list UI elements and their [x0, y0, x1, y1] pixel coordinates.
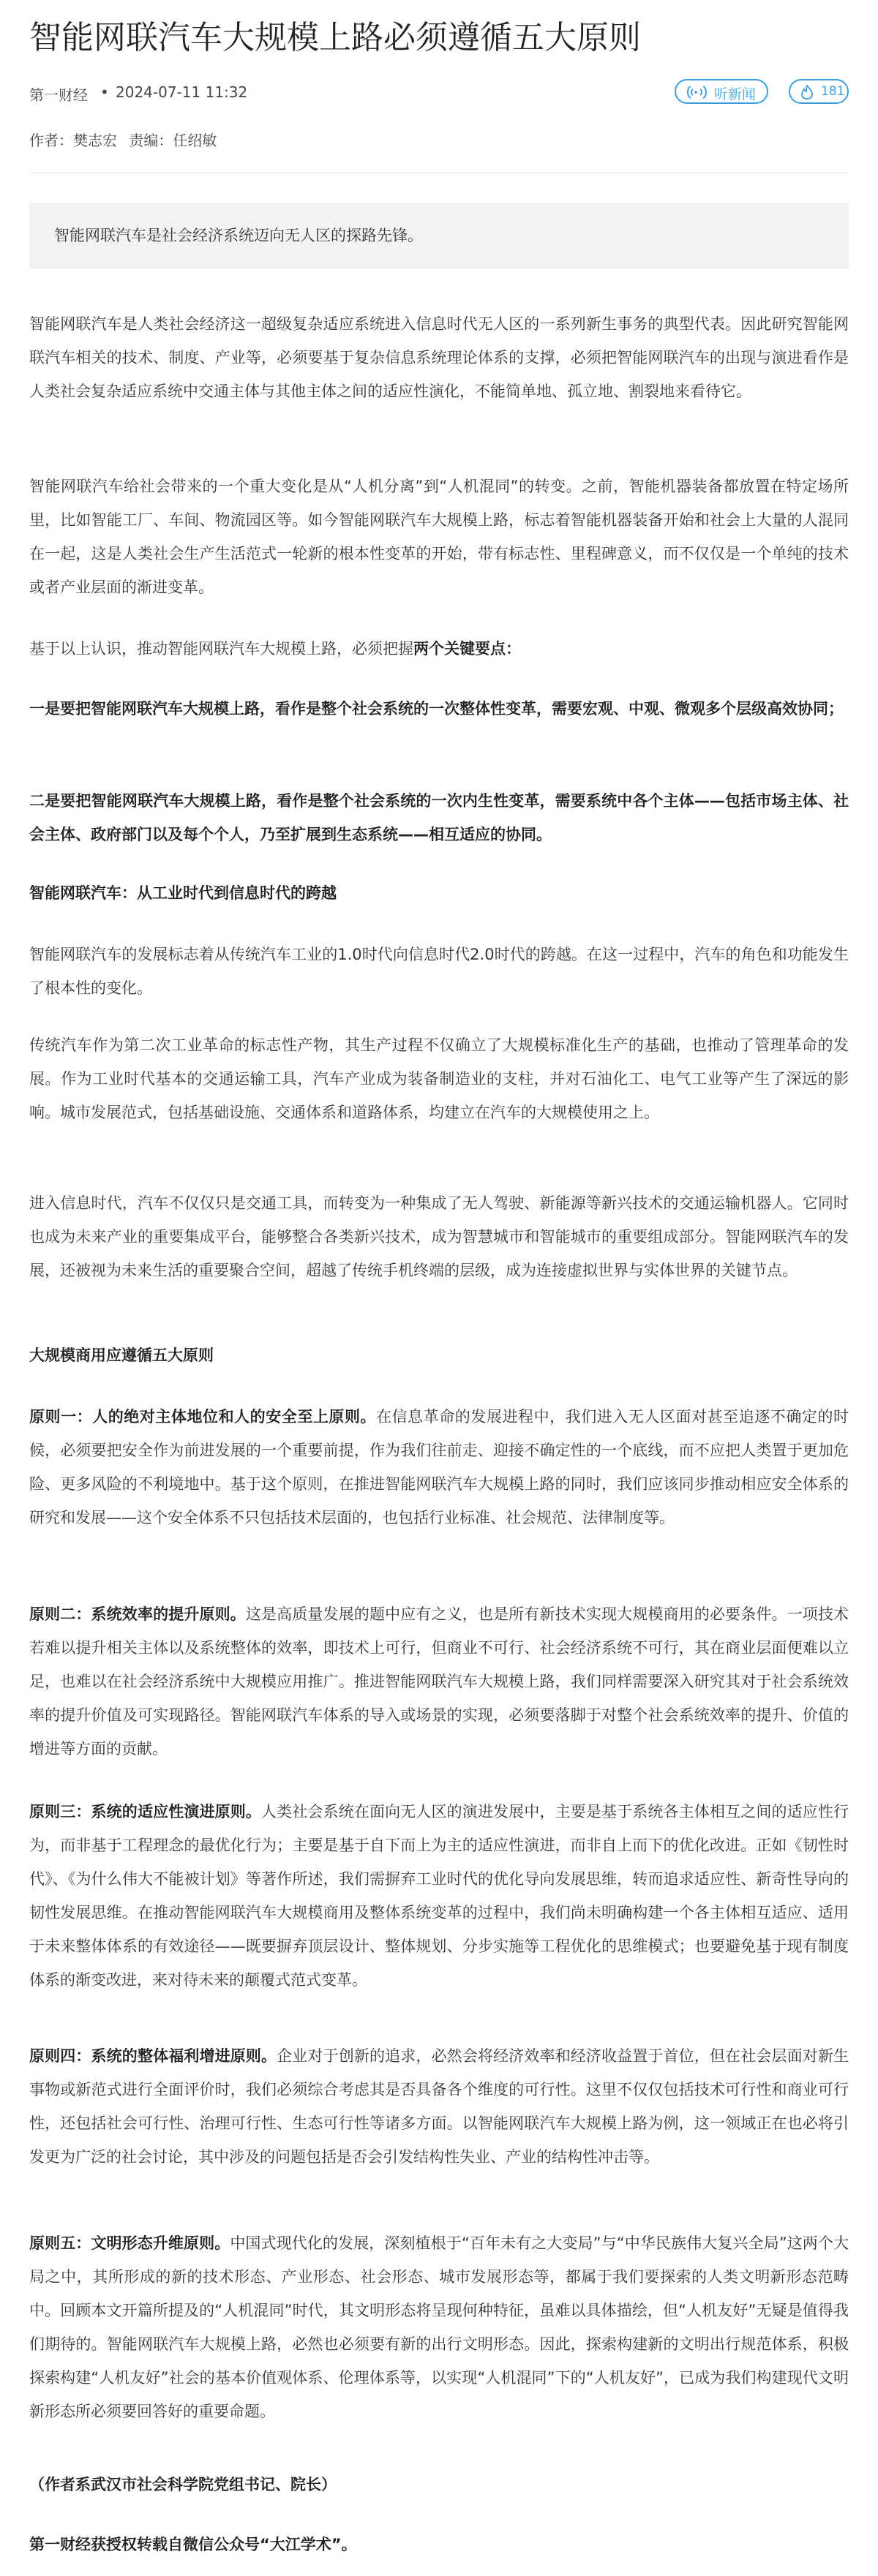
- paragraph: 传统汽车作为第二次工业革命的标志性产物，其生产过程不仅确立了大规模标准化生产的基础，也推动了管理革命的发展。作为工业时代基本的交通运输工具，汽车产业成为装备制造业的支柱，并对石油化工、电气工业等产生了深远的影响。城市发展范式，包括基础设施、交通体系和道路体系，均建立在汽车的大规模使用之上。: [29, 1036, 849, 1121]
- principle-5: 原则五：文明形态升维原则。中国式现代化的发展，深刻植根于“百年未有之大变局”与“中华民族伟大复兴全局”这两个大局之中，其所形成的新的技术形态、产业形态、社会形态、城市发展形态等，都属于我们要探索的人类文明新形态范畴中。回顾本文开篇所提及的“人机混同”时代，其文明形态将呈现何种特征，虽难以具体描绘，但“人机友好”无疑是值得我们期待的。智能网联汽车大规模上路，必然也必须要有新的出行文明形态。因此，探索构建新的文明出行规范体系，积极探索构建“人机友好”社会的基本价值观体系、伦理体系等，以实现“人机混同”下的“人机友好”，已成为我们构建现代文明新形态所必须要回答好的重要命题。: [29, 2234, 849, 2420]
- like-count: 181: [821, 84, 845, 99]
- paragraph: 智能网联汽车是人类社会经济这一超级复杂适应系统进入信息时代无人区的一系列新生事务的典型代表。因此研究智能网联汽车相关的技术、制度、产业等，必须要基于复杂信息系统理论体系的支撑，必须把智能网联汽车的出现与演进看作是人类社会复杂适应系统中交通主体与其他主体之间的适应性演化，不能简单地、孤立地、割裂地来看待它。: [29, 315, 849, 400]
- key-point-2: 二是要把智能网联汽车大规模上路，看作是整个社会系统的一次内生性变革，需要系统中各个主体——包括市场主体、社会主体、政府部门以及每个个人，乃至扩展到生态系统——相互适应的协同。: [29, 792, 849, 843]
- editor-name: 任绍敏: [173, 132, 217, 149]
- audio-wave-icon: [685, 85, 707, 99]
- principle-4: 原则四：系统的整体福利增进原则。企业对于创新的追求，必然会将经济效率和经济收益置于首位，但在社会层面对新生事物或新范式进行全面评价时，我们必须综合考虑其是否具备各个维度的可行性。这里不仅仅包括技术可行性和商业可行性，还包括社会可行性、治理可行性、生态可行性等诸多方面。以智能网联汽车大规模上路为例，这一领域正在也必将引发更为广泛的社会讨论，其中涉及的问题包括是否会引发结构性失业、产业的结构性冲击等。: [29, 2047, 849, 2166]
- author-label: 作者：樊志宏: [29, 132, 117, 149]
- article-summary: 智能网联汽车是社会经济系统迈向无人区的探路先锋。: [29, 203, 849, 268]
- publish-time: 2024-07-11 11:32: [116, 83, 248, 101]
- key-point-1: 一是要把智能网联汽车大规模上路，看作是整个社会系统的一次整体性变革，需要宏观、中观、微观多个层级高效协同；: [29, 700, 844, 718]
- paragraph: 智能网联汽车的发展标志着从传统汽车工业的1.0时代向信息时代2.0时代的跨越。在这一过程中，汽车的角色和功能发生了根本性的变化。: [29, 946, 849, 997]
- editor-label: 责编：任绍敏: [129, 132, 217, 149]
- paragraph: 智能网联汽车给社会带来的一个重大变化是从“人机分离”到“人机混同”的转变。之前，智能机器装备都放置在特定场所里，比如智能工厂、车间、物流园区等。如今智能网联汽车大规模上路，标志着智能机器装备开始和社会上大量的人混同在一起，这是人类社会生产生活范式一轮新的根本性变革的开始，带有标志性、里程碑意义，而不仅仅是一个单纯的技术或者产业层面的渐进变革。: [29, 478, 849, 596]
- listen-news-button[interactable]: [675, 79, 768, 104]
- article-meta: [29, 76, 849, 108]
- principle-1: 原则一：人的绝对主体地位和人的安全至上原则。在信息革命的发展进程中，我们进入无人区面对甚至追逐不确定的时候，必须要把安全作为前进发展的一个重要前提，作为我们往前走、迎接不确定性的一个底线，而不应把人类置于更加危险、更多风险的不利境地中。基于这个原则，在推进智能网联汽车大规模上路的同时，我们应该同步推动相应安全体系的研究和发展——这个安全体系不只包括技术层面的，也包括行业标准、社会规范、法律制度等。: [29, 1408, 849, 1526]
- principle-2: 原则二：系统效率的提升原则。这是高质量发展的题中应有之义，也是所有新技术实现大规模商用的必要条件。一项技术若难以提升相关主体以及系统整体的效率，即技术上可行，但商业不可行、社会经济系统不可行，其在商业层面便难以立足，也难以在社会经济系统中大规模应用推广。推进智能网联汽车大规模上路，我们同样需要深入研究其对于社会系统效率的提升价值及可实现路径。智能网联汽车体系的导入或场景的实现，必须要落脚于对整个社会系统效率的提升、价值的增进等方面的贡献。: [29, 1605, 849, 1758]
- flame-icon: [800, 85, 814, 99]
- author-name[interactable]: 樊志宏: [73, 132, 117, 149]
- meta-separator: •: [100, 83, 109, 101]
- reprint-notice: 第一财经获授权转载自微信公众号“大江学术”。: [29, 2536, 357, 2553]
- source-name[interactable]: 第一财经: [29, 86, 88, 104]
- author-byline: （作者系武汉市社会科学院党组书记、院长）: [29, 2476, 337, 2493]
- article-title: 智能网联汽车大规模上路必须遵循五大原则: [29, 19, 641, 56]
- section-heading: 大规模商用应遵循五大原则: [29, 1347, 214, 1364]
- paragraph: 进入信息时代，汽车不仅仅只是交通工具，而转变为一种集成了无人驾驶、新能源等新兴技术的交通运输机器人。它同时也成为未来产业的重要集成平台，能够整合各类新兴技术，成为智慧城市和智能城市的重要组成部分。智能网联汽车的发展，还被视为未来生活的重要聚合空间，超越了传统手机终端的层级，成为连接虚拟世界与实体世界的关键节点。: [29, 1194, 849, 1279]
- listen-news-label: 听新闻: [714, 86, 757, 102]
- author-line: [29, 129, 224, 150]
- section-heading: 智能网联汽车：从工业时代到信息时代的跨越: [29, 884, 337, 902]
- paragraph: 基于以上认识，推动智能网联汽车大规模上路，必须把握两个关键要点：: [29, 640, 521, 658]
- like-button[interactable]: [789, 79, 849, 104]
- principle-3: 原则三：系统的适应性演进原则。人类社会系统在面向无人区的演进发展中，主要是基于系统各主体相互之间的适应性行为，而非基于工程理念的最优化行为；主要是基于自下而上为主的适应性演进，而非自上而下的优化改进。正如《韧性时代》、《为什么伟大不能被计划》等著作所述，我们需摒弃工业时代的优化导向发展思维，转而追求适应性、新奇性导向的韧性发展思维。在推动智能网联汽车大规模商用及整体系统变革的过程中，我们尚未明确构建一个各主体相互适应、适用于未来整体体系的有效途径——既要摒弃顶层设计、整体规划、分步实施等工程优化的思维模式；也要避免基于现有制度体系的渐变改进，来对待未来的颠覆式范式变革。: [29, 1803, 849, 1989]
